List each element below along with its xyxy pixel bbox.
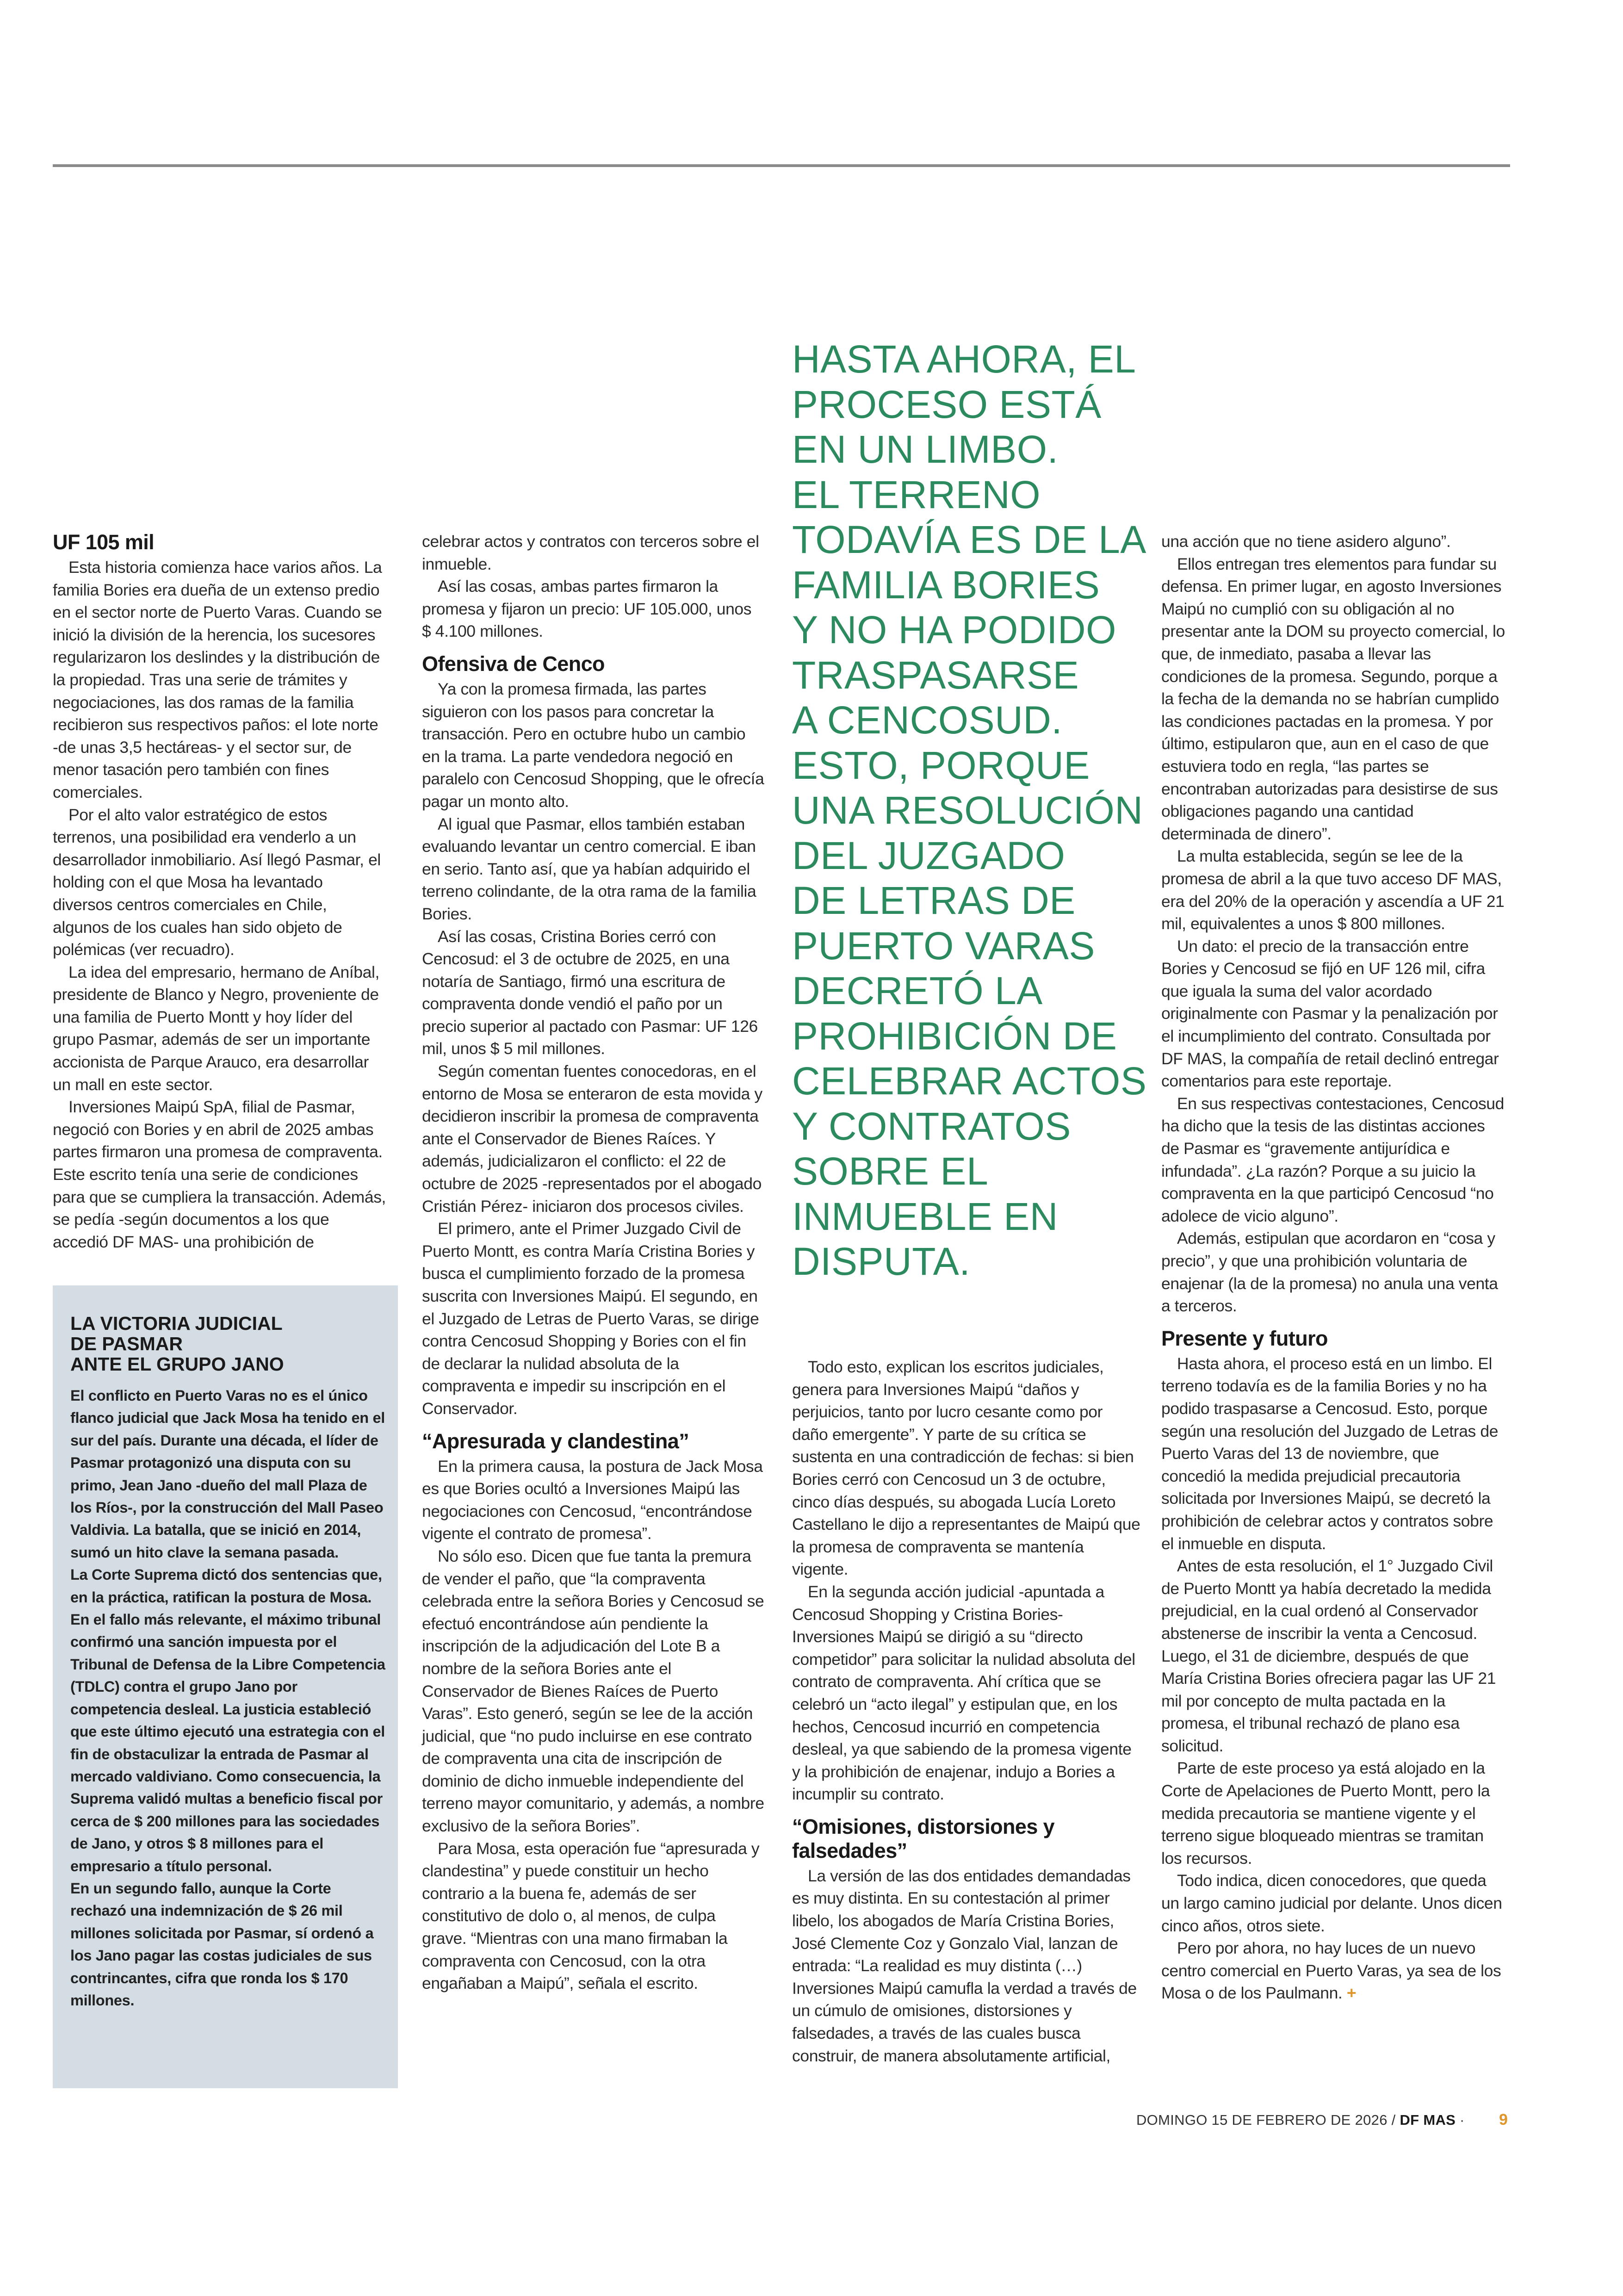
paragraph: Así las cosas, ambas partes firmaron la promesa y fijaron un precio: UF 105.000, unos $ 4.100 millones. (422, 577, 752, 641)
section-heading: “Apresurada y clandestina” (422, 1429, 689, 1453)
paragraph: Antes de esta resolución, el 1° Juzgado Civil de Puerto Montt ya había decretado la medida prejudicial, en la cual ordenó al Conservador abstenerse de inscribir la venta a Cencosud. Luego, el 31 de diciembre, después de que María Cristina Bories ofreciera pagar las UF 21 mil por concepto de multa pactada en la promesa, el tribunal rechazó de plano esa solicitud. (1161, 1557, 1496, 1755)
section-heading: Presente y futuro (1161, 1326, 1328, 1350)
pull-quote-line: Y NO HA PODIDO (792, 608, 1116, 652)
paragraph: celebrar actos y contratos con terceros sobre el inmueble. (422, 532, 759, 573)
pull-quote-line: TRASPASARSE (792, 653, 1079, 697)
paragraph: No sólo eso. Dicen que fue tanta la premura de vender el paño, que “la compraventa celebrada entre la señora Bories y Cencosud se efectuó encontrándose aún pendiente la inscripción de la adjudicación del Lote B a nombre de la señora Bories ante el Conservador de Bienes Raíces de Puerto Varas”. Esto generó, según se lee de la acción judicial, que “no pudo incluirse en ese contrato de compraventa una cita de inscripción de dominio de dicho inmueble independiente del terreno mayor comunitario, y además, a nombre exclusivo de la señora Bories”. (422, 1546, 764, 1836)
paragraph: Un dato: el precio de la transacción entre Bories y Cencosud se fijó en UF 126 mil, cifra que iguala la suma del valor acordado originalmente con Pasmar y la penalización por el incumplimiento del contrato. Consultada por DF MAS, la compañía de retail declinó entregar comentarios para este reportaje. (1161, 937, 1499, 1091)
paragraph: En sus respectivas contestaciones, Cencosud ha dicho que la tesis de las distintas acciones de Pasmar es “gravemente antijurídica e infundada”. ¿La razón? Porque a su juicio la compraventa en la que participó Cencosud “no adolece de vicio alguno”. (1161, 1094, 1504, 1225)
article-column-2 (422, 530, 764, 1995)
paragraph: Al igual que Pasmar, ellos también estaban evaluando levantar un centro comercial. E iban en serio. Tanto así, que ya habían adquirido el terreno colindante, de la otra rama de la familia Bories. (422, 814, 756, 923)
paragraph: Según comentan fuentes conocedoras, en el entorno de Mosa se enteraron de esta movida y decidieron inscribir la promesa de compraventa ante el Conservador de Bienes Raíces. Y además, judicializaron el conflicto: el 22 de octubre de 2025 -representados por el abogado Cristián Pérez- iniciaron dos procesos civiles. (422, 1062, 762, 1216)
paragraph: Inversiones Maipú SpA, filial de Pasmar, negoció con Bories y en abril de 2025 ambas partes firmaron una promesa de compraventa. Este escrito tenía una serie de condiciones para que se cumpliera la transacción. Además, se pedía -según documentos a los que accedió DF MAS- una prohibición de (53, 1098, 386, 1251)
paragraph: La idea del empresario, hermano de Aníbal, presidente de Blanco y Negro, proveniente de una familia de Puerto Montt y hoy líder del grupo Pasmar, además de ser un importante accionista de Parque Arauco, era desarrollar un mall en este sector. (53, 962, 379, 1094)
pull-quote-line: INMUEBLE EN (792, 1194, 1058, 1238)
paragraph: Esta historia comienza hace varios años. La familia Bories era dueña de un extenso predio en el sector norte de Puerto Varas. Cuando se inició la división de la herencia, los sucesores regularizaron los deslindes y la distribución de la propiedad. Tras una serie de trámites y negociaciones, las dos ramas de la familia recibieron sus respectivos paños: el lote norte -de unas 3,5 hectáreas- y el sector sur, de menor tasación pero también con fines comerciales. (53, 558, 382, 801)
article-column-1 (53, 530, 386, 1253)
pull-quote-line: PROCESO ESTÁ (792, 382, 1102, 426)
paragraph (1161, 1937, 1506, 2004)
paragraph: Hasta ahora, el proceso está en un limbo. El terreno todavía es de la familia Bories y no ha podido traspasarse a Cencosud. Esto, porque según una resolución del Juzgado de Letras de Puerto Varas del 13 de noviembre, que concedió la medida prejudicial precautoria solicitada por Inversiones Maipú, se decretó la prohibición de celebrar actos y contratos sobre el inmueble en disputa. (1161, 1354, 1499, 1553)
pull-quote-line: FAMILIA BORIES (792, 563, 1100, 607)
pull-quote-line: DEL JUZGADO (792, 833, 1065, 877)
paragraph: Todo indica, dicen conocedores, que queda un largo camino judicial por delante. Unos dicen cinco años, otros siete. (1161, 1871, 1502, 1935)
sidebar-title (70, 1313, 385, 1374)
paragraph: Así las cosas, Cristina Bories cerró con Cencosud: el 3 de octubre de 2025, en una notaría de Santiago, firmó una escritura de compraventa donde vendió el paño por un precio superior al pactado con Pasmar: UF 126 mil, unos $ 5 mil millones. (422, 927, 758, 1058)
article-column-4 (1161, 530, 1506, 2004)
paragraph: El primero, ante el Primer Juzgado Civil de Puerto Montt, es contra María Cristina Bories y busca el cumplimiento forzado de la promesa suscrita con Inversiones Maipú. El segundo, en el Juzgado de Letras de Puerto Varas, se dirige contra Cencosud Shopping y Bories con el fin de declarar la nulidad absoluta de la compraventa e impedir su inscripción en el Conservador. (422, 1219, 759, 1418)
footer-separator: · (1456, 2112, 1465, 2128)
paragraph-text: Pero por ahora, no hay luces de un nuevo centro comercial en Puerto Varas, ya sea de los Mosa o de los Paulmann. (1161, 1939, 1501, 2003)
pull-quote-line: UNA RESOLUCIÓN (792, 788, 1143, 832)
paragraph: Parte de este proceso ya está alojado en la Corte de Apelaciones de Puerto Montt, pero la medida precautoria se mantiene vigente y el terreno sigue bloqueado mientras se tramitan los recursos. (1161, 1759, 1490, 1868)
article-column-3 (792, 1356, 1141, 2067)
footer-brand: DF MAS (1400, 2112, 1456, 2128)
pull-quote-line: EN UN LIMBO. (792, 428, 1059, 471)
pull-quote-line: DECRETÓ LA (792, 969, 1043, 1012)
sidebar-title-line: ANTE EL GRUPO JANO (70, 1353, 284, 1375)
pull-quote-line: PROHIBICIÓN DE (792, 1014, 1117, 1058)
pull-quote-line: DE LETRAS DE (792, 879, 1076, 922)
sidebar-title-line: LA VICTORIA JUDICIAL (70, 1313, 283, 1334)
paragraph: Ellos entregan tres elementos para fundar su defensa. En primer lugar, en agosto Inversiones Maipú no cumplió con su obligación al no presentar ante la DOM su proyecto comercial, lo que, de inmediato, pasaba a llevar las condiciones de la promesa. Segundo, porque a la fecha de la demanda no se habrían cumplido las condiciones pactadas en la promesa. Y por último, estipularon que, aun en el caso de que estuviera todo en regla, “las partes se encontraban autorizadas para desistirse de sus obligaciones pagando una cantidad determinada de dinero”. (1161, 554, 1505, 843)
pull-quote-line: ESTO, PORQUE (792, 743, 1090, 787)
paragraph: La versión de las dos entidades demandadas es muy distinta. En su contestación al primer libelo, los abogados de María Cristina Bories, José Clemente Coz y Gonzalo Vial, lanzan de entrada: “La realidad es muy distinta (…) Inversiones Maipú camufla la verdad a través de un cúmulo de omisiones, distorsiones y falsedades, a través de las cuales busca construir, de manera absolutamente artificial, (792, 1866, 1137, 2065)
paragraph: Para Mosa, esta operación fue “apresurada y clandestina” y puede constituir un hecho contrario a la buena fe, además de ser constitutivo de dolo o, al menos, de culpa grave. “Mientras con una mano firmaban la compraventa con Cencosud, con la otra engañaban a Maipú”, señala el escrito. (422, 1839, 760, 1993)
section-heading: UF 105 mil (53, 530, 155, 554)
paragraph: En la primera causa, la postura de Jack Mosa es que Bories ocultó a Inversiones Maipú las negociaciones con Cencosud, “encontrándose vigente el contrato de promesa”. (422, 1457, 763, 1543)
footer-date (1136, 2112, 1465, 2128)
pull-quote-line: TODAVÍA ES DE LA (792, 518, 1146, 561)
top-rule (53, 164, 1510, 167)
sidebar-title-line: DE PASMAR (70, 1333, 183, 1354)
pull-quote-line: CELEBRAR ACTOS (792, 1059, 1147, 1103)
footer-date-text: DOMINGO 15 DE FEBRERO DE 2026 / (1136, 2112, 1400, 2128)
pull-quote-line: Y CONTRATOS (792, 1104, 1071, 1148)
paragraph: Ya con la promesa firmada, las partes siguieron con los pasos para concretar la transacción. Pero en octubre hubo un cambio en la trama. La parte vendedora negoció en paralelo con Cencosud Shopping, que le ofrecía pagar un monto alto. (422, 679, 764, 811)
pull-quote (792, 337, 1148, 1285)
sidebar-paragraph: En un segundo fallo, aunque la Corte rechazó una indemnización de $ 26 mil millones solicitada por Pasmar, sí ordenó a los Jano pagar las costas judiciales de sus contrincantes, cifra que ronda los $ 170 millones. (70, 1880, 374, 2009)
pull-quote-line: A CENCOSUD. (792, 698, 1063, 742)
pull-quote-line: PUERTO VARAS (792, 924, 1095, 968)
paragraph: Además, estipulan que acordaron en “cosa y precio”, y que una prohibición voluntaria de enajenar (la de la promesa) no anula una venta a terceros. (1161, 1229, 1498, 1316)
pull-quote-line: DISPUTA. (792, 1240, 971, 1283)
paragraph: Todo esto, explican los escritos judiciales, genera para Inversiones Maipú “daños y perjuicios, tanto por lucro cesante como por daño emergente”. Y parte de su crítica se sustenta en una contradicción de fechas: si bien Bories cerró con Cencosud un 3 de octubre, cinco días después, su abogada Lucía Loreto Castellano le dijo a representantes de Maipú que la promesa de compraventa se mantenía vigente. (792, 1358, 1140, 1579)
section-heading: Ofensiva de Cenco (422, 652, 605, 676)
paragraph: La multa establecida, según se lee de la promesa de abril a la que tuvo acceso DF MAS, era del 20% de la operación y ascendía a UF 21 mil, equivalentes a unos $ 800 millones. (1161, 847, 1505, 933)
pull-quote-line: EL TERRENO (792, 472, 1041, 516)
page-footer (0, 2112, 1623, 2140)
sidebar-box (53, 1285, 398, 2088)
page-number: 9 (1499, 2111, 1508, 2128)
sidebar-paragraph: La Corte Suprema dictó dos sentencias que, en la práctica, ratifican la postura de Mosa. En el fallo más relevante, el máximo tribunal confirmó una sanción impuesta por el Tribunal de Defensa de la Libre Competencia (TDLC) contra el grupo Jano por competencia desleal. La justicia estableció que este último ejecutó una estrategia con el fin de obstaculizar la entrada de Pasmar al mercado valdiviano. Como consecuencia, la Suprema validó multas a beneficio fiscal por cerca de $ 200 millones para las sociedades de Jano, y otros $ 8 millones para el empresario a título personal. (70, 1566, 385, 1874)
paragraph: En la segunda acción judicial -apuntada a Cencosud Shopping y Cristina Bories- Inversiones Maipú se dirigió a su “directo competidor” para solicitar la nulidad absoluta del contrato de compraventa. Ahí crítica que se celebró un “acto ilegal” y estipulan que, en los hechos, Cencosud incurrió en competencia desleal, ya que sabiendo de la promesa vigente y la prohibición de enajenar, indujo a Bories a incumplir su contrato. (792, 1582, 1135, 1804)
pull-quote-line: HASTA AHORA, EL (792, 337, 1136, 381)
paragraph: Por el alto valor estratégico de estos terrenos, una posibilidad era venderlo a un desarrollador inmobiliario. Así llegó Pasmar, el holding con el que Mosa ha levantado diversos centros comerciales en Chile, algunos de los cuales han sido objeto de polémicas (ver recuadro). (53, 805, 381, 959)
pull-quote-line: SOBRE EL (792, 1149, 989, 1193)
end-mark-icon: + (1346, 1984, 1357, 2003)
paragraph: una acción que no tiene asidero alguno”. (1161, 532, 1451, 551)
sidebar-paragraph: El conflicto en Puerto Varas no es el único flanco judicial que Jack Mosa ha tenido en el sur del país. Durante una década, el líder de Pasmar protagonizó una disputa con su primo, Jean Jano -dueño del mall Plaza de los Ríos-, por la construcción del Mall Paseo Valdivia. La batalla, que se inició en 2014, sumó un hito clave la semana pasada. (70, 1387, 385, 1561)
sidebar-body (70, 1384, 387, 2011)
section-heading: “Omisiones, distorsiones y falsedades” (792, 1814, 1055, 1862)
